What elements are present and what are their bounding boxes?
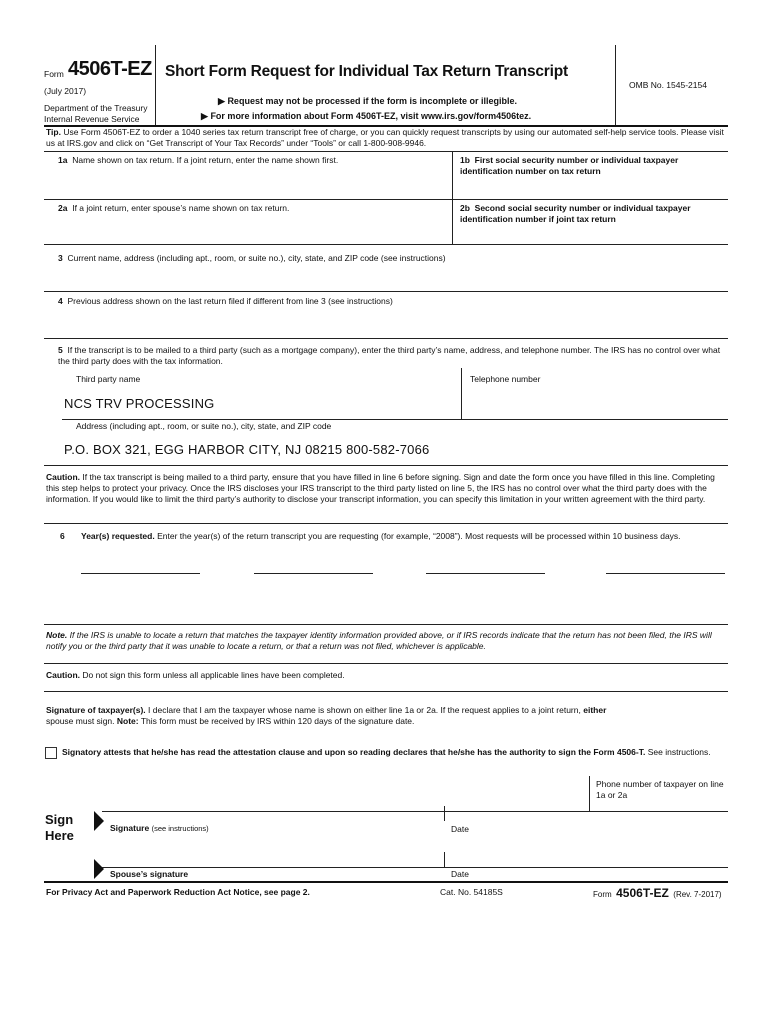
form-word: Form	[44, 69, 64, 79]
date-label: Date	[451, 824, 469, 834]
line-3-label: 3 Current name, address (including apt., room, or suite no.), city, state, and ZIP code (see instructions)	[58, 253, 446, 263]
taxpayer-date-field[interactable]	[452, 810, 587, 823]
taxpayer-signature-field[interactable]	[110, 810, 440, 823]
signature-declaration: Signature of taxpayer(s). I declare that I am the taxpayer whose name is shown on either line 1a or 2a. If the request applies to a joint return, either spouse must sign. Note: This form must be received by IRS within 120 days of the signature date.	[46, 705, 607, 726]
ssn-1b-input[interactable]	[462, 180, 722, 198]
line-1b-label: 1b First social security number or individual taxpayer identification number on tax return	[460, 155, 679, 176]
caution-paragraph: Caution. If the tax transcript is being mailed to a third party, ensure that you have filled in line 6 before signing. Sign and date the form once you have filled in this line. Completing this step helps to protect your privacy. Once the IRS discloses your IRS transcript to the third party listed on line 5, the IRS has no control over what the third party does with the information. If you would like to limit the third party’s authority to disclose your transcript information, you can specify this limitation in your written agreement with the third party.	[46, 472, 715, 504]
name-1a-input[interactable]	[60, 174, 440, 194]
ssn-2b-input[interactable]	[462, 228, 722, 242]
telephone-input[interactable]	[470, 394, 720, 414]
spouse-date-label: Date	[451, 869, 469, 879]
third-party-name-label: Third party name	[76, 374, 141, 384]
triangle-bullet-icon: ▶	[218, 96, 225, 106]
phone-number-label: Phone number of taxpayer on line 1a or 2a	[596, 779, 724, 800]
form-date: (July 2017)	[44, 86, 87, 96]
previous-address-input[interactable]	[60, 312, 720, 332]
third-party-name-value[interactable]: NCS TRV PROCESSING	[64, 396, 215, 411]
spouse-signature-field[interactable]	[110, 853, 440, 866]
signature-label: Signature (see instructions)	[110, 823, 209, 833]
line-2b-label: 2b Second social security number or individual taxpayer identification number if joint tax return	[460, 203, 691, 224]
triangle-bullet-icon: ▶	[201, 111, 208, 121]
omb-number: OMB No. 1545-2154	[629, 80, 707, 90]
department-line: Department of the Treasury	[44, 103, 148, 113]
year-4-line[interactable]	[606, 573, 725, 574]
line-6-number: 6	[60, 531, 65, 541]
current-address-input[interactable]	[60, 268, 720, 288]
footer-form-id: Form 4506T-EZ (Rev. 7-2017)	[593, 886, 722, 900]
line-1a-label: 1a Name shown on tax return. If a joint return, enter the name shown first.	[58, 155, 339, 165]
catalog-number: Cat. No. 54185S	[440, 887, 503, 897]
sign-arrow-icon	[93, 858, 107, 880]
subtitle-incomplete: ▶ Request may not be processed if the form is incomplete or illegible.	[218, 96, 518, 106]
spouse-signature-label: Spouse’s signature	[110, 869, 189, 879]
line-2a-label: 2a If a joint return, enter spouse’s name shown on tax return.	[58, 203, 290, 213]
spouse-date-field[interactable]	[452, 853, 722, 866]
year-1-line[interactable]	[81, 573, 200, 574]
year-3-line[interactable]	[426, 573, 545, 574]
phone-input[interactable]	[596, 804, 724, 818]
line-5-label: 5 If the transcript is to be mailed to a third party (such as a mortgage company), enter the third party’s name, address, and telephone number. The IRS has no control over what the third party does with the tax information.	[58, 345, 721, 366]
here-word: Here	[45, 828, 74, 843]
note-paragraph: Note. If the IRS is unable to locate a return that matches the taxpayer identity information provided above, or if IRS records indicate that the return has not been filed, the IRS will notify you or the third party that it was unable to locate a return, or that a return was not filed, whichever is applicable.	[46, 630, 712, 651]
year-2-line[interactable]	[254, 573, 373, 574]
privacy-notice: For Privacy Act and Paperwork Reduction Act Notice, see page 2.	[46, 887, 310, 897]
sign-word: Sign	[45, 812, 74, 827]
tip-text: Tip. Use Form 4506T-EZ to order a 1040 series tax return transcript free of charge, or you can quickly request transcripts by using our automated self-help service tools. Please visit us at IRS.gov and click on “Get Transcript of Your Tax Records” under “Tools” or call 1-800-908-9946.	[46, 127, 724, 148]
form-title: Short Form Request for Individual Tax Return Transcript	[165, 63, 568, 80]
telephone-label: Telephone number	[470, 374, 541, 384]
line-4-label: 4 Previous address shown on the last return filed if different from line 3 (see instructions)	[58, 296, 393, 306]
address-value[interactable]: P.O. BOX 321, EGG HARBOR CITY, NJ 08215 800-582-7066	[64, 442, 430, 457]
attestation-text: Signatory attests that he/she has read the attestation clause and upon so reading declares that he/she has the authority to sign the Form 4506-T. See instructions.	[62, 747, 711, 757]
subtitle-more-info: ▶ For more information about Form 4506T-EZ, visit www.irs.gov/form4506tez.	[201, 111, 532, 121]
form-number: 4506T-EZ	[68, 58, 152, 80]
address-label: Address (including apt., room, or suite no.), city, state, and ZIP code	[76, 421, 332, 431]
attestation-checkbox[interactable]	[45, 747, 57, 759]
caution-sign-paragraph: Caution. Do not sign this form unless all applicable lines have been completed.	[46, 670, 345, 680]
spouse-name-input[interactable]	[60, 220, 440, 240]
line-6-label: Year(s) requested. Enter the year(s) of the return transcript you are requesting (for example, “2008”). Most requests will be processed within 10 business days.	[81, 531, 681, 541]
sign-arrow-icon	[93, 810, 107, 832]
agency-line: Internal Revenue Service	[44, 114, 140, 124]
